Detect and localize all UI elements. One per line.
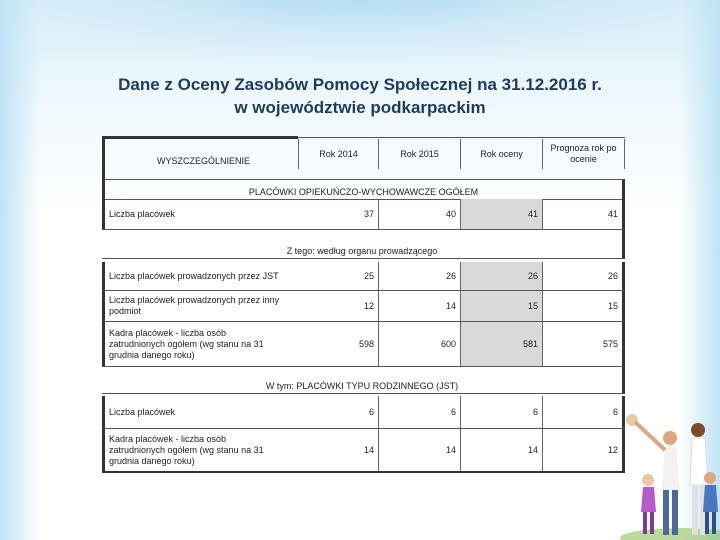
header-col-prognoza: Prognoza rok po ocenie xyxy=(542,139,625,169)
row6-value-2014: 14 xyxy=(363,444,374,455)
row4-label: Kadra placówek - liczba osób zatrudnionych ogółem (wg stanu na 31 grudnia danego roku) xyxy=(102,322,298,366)
row6-value-rok-oceny: 14 xyxy=(460,429,542,471)
row3-value-2014: 12 xyxy=(363,300,374,311)
row4-value-2015: 600 xyxy=(378,322,460,366)
row4-value-2014: 598 xyxy=(358,338,374,349)
row4-value-prognoza: 575 xyxy=(542,322,625,366)
row5-value-rok-oceny: 6 xyxy=(460,396,542,428)
section-wedlug-organu: Z tego: według organu prowadzącego xyxy=(102,229,625,259)
family-photo-illustration xyxy=(610,400,720,540)
row2-value-prognoza: 26 xyxy=(542,262,625,290)
page-title-line2: w województwie podkarpackim xyxy=(234,98,486,117)
row1-value-rok-oceny: 41 xyxy=(460,199,542,229)
header-col-2015: Rok 2015 xyxy=(378,139,460,169)
header-top-border-right xyxy=(298,137,625,138)
row2-value-2015: 26 xyxy=(378,262,460,290)
row5-value-2014: 6 xyxy=(368,406,374,417)
decorative-top-glow xyxy=(0,0,720,60)
page-title-line1: Dane z Oceny Zasobów Pomocy Społecznej na 31.12.2016 r. xyxy=(118,75,602,94)
header-label: WYSZCZEGÓLNIENIE xyxy=(102,139,298,179)
row6-label: Kadra placówek - liczba osób zatrudnionych ogółem (wg stanu na 31 grudnia danego roku) xyxy=(102,429,298,471)
row1-value-prognoza: 41 xyxy=(542,199,625,229)
table-bottom-border xyxy=(102,471,625,473)
row5-value-prognoza: 6 xyxy=(542,396,625,428)
row3-label: Liczba placówek prowadzonych przez inny podmiot xyxy=(102,291,298,321)
row3-value-rok-oceny: 15 xyxy=(460,291,542,321)
row2-value-2014: 25 xyxy=(363,270,374,281)
row2-value-rok-oceny: 26 xyxy=(460,262,542,290)
header-col-rok-oceny: Rok oceny xyxy=(460,139,542,169)
row3-value-prognoza: 15 xyxy=(542,291,625,321)
row3-value-2015: 14 xyxy=(378,291,460,321)
section-placowki-ogolem: PLACÓWKI OPIEKUŃCZO-WYCHOWAWCZE OGÓŁEM xyxy=(102,179,625,199)
row2-label: Liczba placówek prowadzonych przez JST xyxy=(102,262,298,290)
row5-value-2015: 6 xyxy=(378,396,460,428)
row5-label: Liczba placówek xyxy=(102,396,298,428)
row6-value-2015: 14 xyxy=(378,429,460,471)
row4-value-rok-oceny: 581 xyxy=(460,322,542,366)
section-typu-rodzinnego: W tym: PLACÓWKI TYPU RODZINNEGO (JST) xyxy=(102,366,625,394)
header-col-2014: Rok 2014 xyxy=(298,139,378,169)
row1-value-2014: 37 xyxy=(363,208,374,219)
row1-value-2015: 40 xyxy=(378,199,460,229)
row1-label: Liczba placówek xyxy=(102,199,298,229)
row6-value-prognoza: 12 xyxy=(542,429,625,471)
